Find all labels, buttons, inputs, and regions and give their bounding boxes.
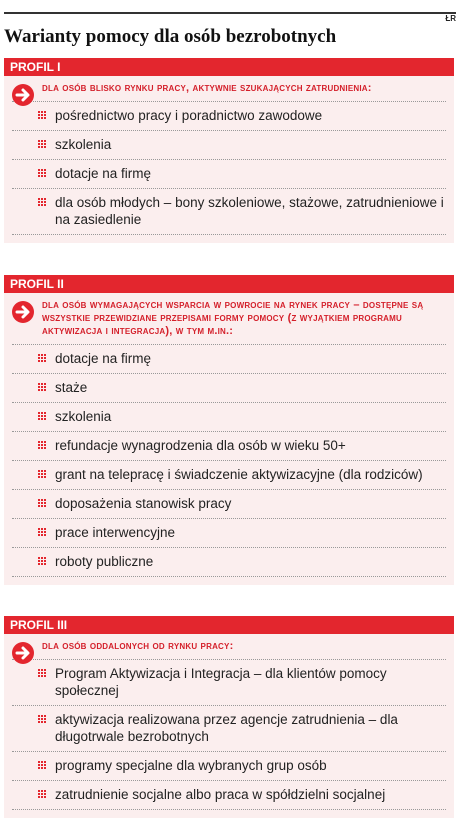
list-item: dotacje na firmę [12, 160, 446, 189]
bullet-icon [38, 761, 47, 770]
list-item: Program Aktywizacja i Integracja – dla klientów pomocy społecznej [12, 660, 446, 706]
list-item: grant na telepracę i świadczenie aktywizacyjne (dla rodziców) [12, 461, 446, 490]
profile-3-section [4, 616, 454, 818]
list-item: dla osób młodych – bony szkoleniowe, stażowe, zatrudnieniowe i na zasiedlenie [12, 189, 446, 235]
publisher-logo: ŁR [445, 14, 456, 23]
profile-1-panel [4, 76, 454, 243]
profile-1-items [12, 101, 446, 235]
bullet-icon [38, 528, 47, 537]
list-item: prace interwencyjne [12, 519, 446, 548]
bullet-icon [38, 169, 47, 178]
bullet-icon [38, 111, 47, 120]
bullet-icon [38, 140, 47, 149]
profile-3-items [12, 659, 446, 810]
bullet-icon [38, 669, 47, 678]
profile-2-section [4, 275, 454, 585]
list-item: aktywizacja realizowana przez agencje zatrudnienia – dla długotrwale bezrobotnych [12, 706, 446, 752]
profile-1-intro [12, 82, 446, 95]
bullet-icon [38, 557, 47, 566]
bullet-icon [38, 790, 47, 799]
list-item: szkolenia [12, 131, 446, 160]
profile-2-items [12, 344, 446, 577]
page-title: Warianty pomocy dla osób bezrobotnych [4, 26, 337, 47]
bullet-icon [38, 383, 47, 392]
profile-2-intro-text: dla osób wymagających wsparcia w powrocie na rynek pracy – dostępne są wszystkie przewidziane przepisami formy pomocy (z wyjątkiem programu aktywizacja i integracja), w tym m.in.: [42, 299, 424, 337]
list-item: dotacje na firmę [12, 345, 446, 374]
top-rule [4, 12, 456, 14]
profile-3-panel [4, 634, 454, 818]
profile-3-intro-text: dla osób oddalonych od rynku pracy: [42, 640, 234, 652]
bullet-icon [38, 354, 47, 363]
list-item: refundacje wynagrodzenia dla osób w wieku 50+ [12, 432, 446, 461]
list-item: doposażenia stanowisk pracy [12, 490, 446, 519]
list-item: szkolenia [12, 403, 446, 432]
profile-1-section [4, 58, 454, 243]
arrow-right-icon [12, 301, 34, 323]
bullet-icon [38, 715, 47, 724]
bullet-icon [38, 198, 47, 207]
bullet-icon [38, 412, 47, 421]
list-item: staże [12, 374, 446, 403]
bullet-icon [38, 441, 47, 450]
list-item: programy specjalne dla wybranych grup osób [12, 752, 446, 781]
profile-2-header: PROFIL II [4, 275, 454, 293]
profile-2-intro [12, 299, 446, 338]
list-item: roboty publiczne [12, 548, 446, 577]
profile-1-intro-text: dla osób blisko rynku pracy, aktywnie szukających zatrudnienia: [42, 82, 372, 94]
bullet-icon [38, 470, 47, 479]
profile-3-intro [12, 640, 446, 653]
bullet-icon [38, 499, 47, 508]
profile-2-panel [4, 293, 454, 585]
profile-1-header: PROFIL I [4, 58, 454, 76]
list-item: zatrudnienie socjalne albo praca w spółdzielni socjalnej [12, 781, 446, 810]
list-item: pośrednictwo pracy i poradnictwo zawodowe [12, 102, 446, 131]
profile-3-header: PROFIL III [4, 616, 454, 634]
